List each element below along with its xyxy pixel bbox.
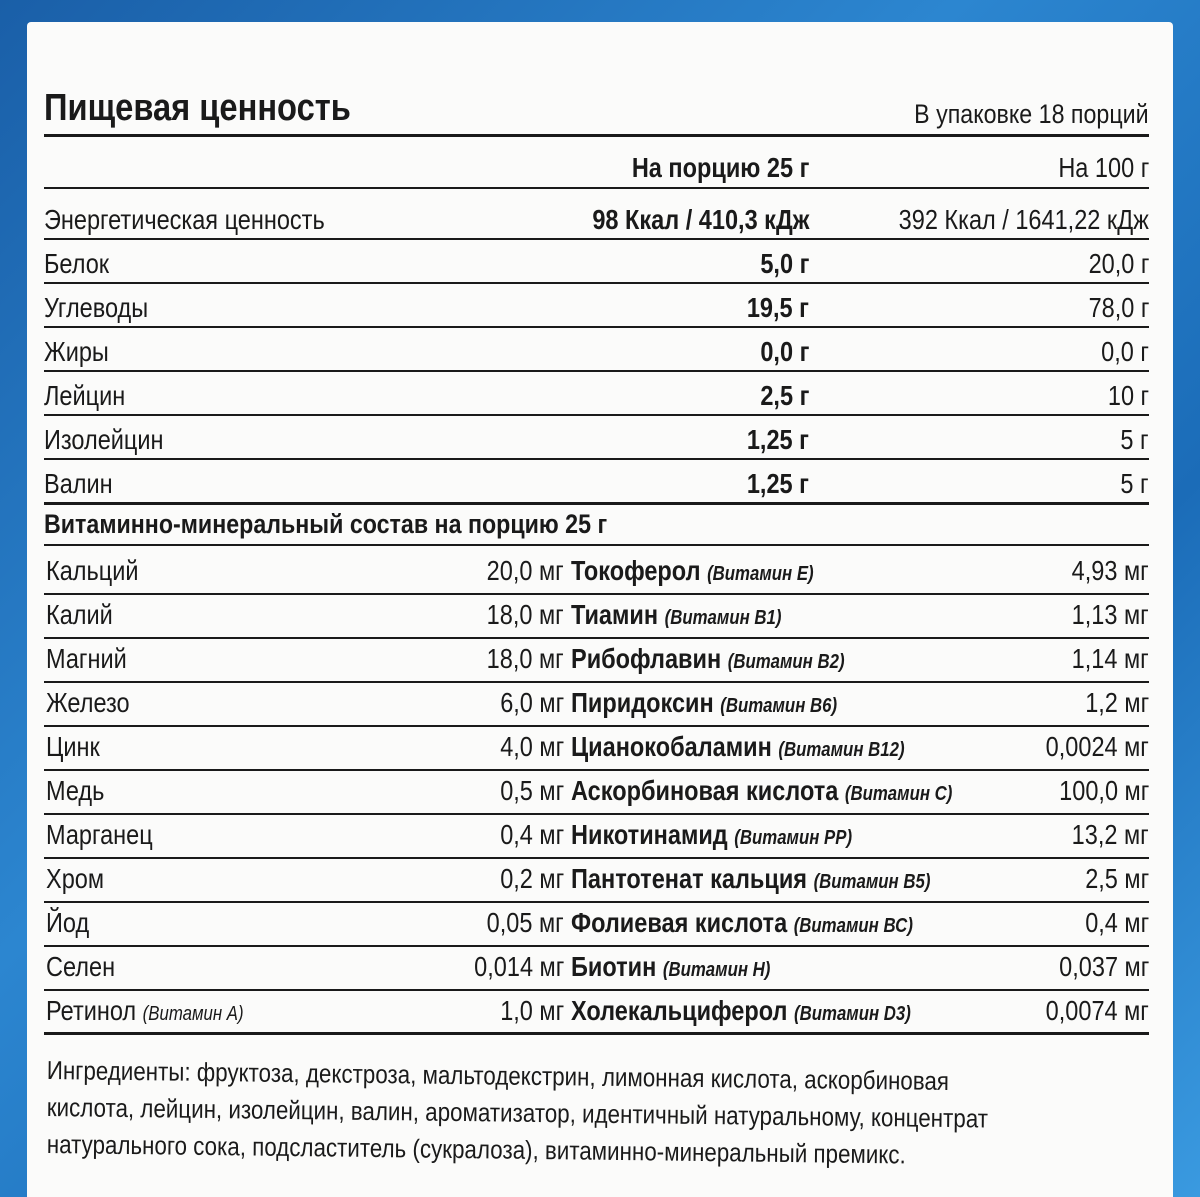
mineral-name: Ретинол (Витамин А) xyxy=(46,995,244,1026)
nutrient-per-serving: 2,5 г xyxy=(759,380,809,411)
mineral-name: Магний xyxy=(46,643,127,674)
mineral-value: 1,0 мг xyxy=(500,995,564,1026)
vitamin-name: Тиамин (Витамин В1) xyxy=(571,599,782,630)
nutrition-label xyxy=(27,22,1173,1197)
nutrient-per-100: 392 Ккал / 1641,22 кДж xyxy=(898,204,1149,235)
nutrient-row xyxy=(44,236,1149,280)
vitamin-row xyxy=(44,768,1149,811)
nutrient-name: Лейцин xyxy=(44,380,126,411)
vitamin-note: (Витамин В12) xyxy=(778,739,905,761)
vitamin-note: (Витамин ВС) xyxy=(793,915,913,937)
mineral-value: 20,0 мг xyxy=(486,555,564,586)
vitamin-value: 0,037 мг xyxy=(1058,951,1149,982)
vitamin-name: Аскорбиновая кислота (Витамин С) xyxy=(571,775,953,806)
mineral-value: 6,0 мг xyxy=(500,687,564,718)
nutrient-row xyxy=(44,280,1149,324)
vitamin-value: 0,0024 мг xyxy=(1045,731,1149,762)
column-per-serving: На порцию 25 г xyxy=(631,152,809,183)
nutrient-per-serving: 5,0 г xyxy=(759,248,809,279)
mineral-value: 0,05 мг xyxy=(486,907,564,938)
vitamin-name: Пиридоксин (Витамин В6) xyxy=(571,687,838,718)
mineral-value: 18,0 мг xyxy=(486,643,564,674)
vitamin-value: 2,5 мг xyxy=(1085,863,1149,894)
vitamin-note: (Витамин Н) xyxy=(662,959,771,981)
mineral-name: Марганец xyxy=(46,819,153,850)
vitamin-note: (Витамин В5) xyxy=(813,871,931,893)
mineral-name: Медь xyxy=(46,775,105,806)
label-title: Пищевая ценность xyxy=(44,87,351,129)
nutrient-name: Изолейцин xyxy=(44,424,164,455)
nutrient-per-100: 20,0 г xyxy=(1088,248,1149,279)
vitamin-value: 1,14 мг xyxy=(1071,643,1149,674)
vitamin-name: Биотин (Витамин Н) xyxy=(571,951,771,982)
nutrient-per-serving: 1,25 г xyxy=(746,424,809,455)
vitamin-row xyxy=(44,724,1149,767)
nutrient-name: Энергетическая ценность xyxy=(44,204,325,235)
vitamin-name: Фолиевая кислота (Витамин ВС) xyxy=(571,907,913,938)
vitamin-note: (Витамин D3) xyxy=(794,1003,911,1025)
column-per-100: На 100 г xyxy=(1058,152,1149,183)
ingredients-line: Ингредиенты: фруктоза, декстроза, мальтодекстрин, лимонная кислота, аскорбиновая xyxy=(46,1054,950,1096)
ingredients-text xyxy=(46,1052,1143,1170)
nutrient-row xyxy=(44,412,1149,456)
header-divider xyxy=(44,134,1149,137)
nutrient-per-serving: 98 Ккал / 410,3 кДж xyxy=(591,204,809,235)
nutrient-per-serving: 1,25 г xyxy=(746,468,809,499)
mineral-name: Кальций xyxy=(46,555,139,586)
nutrient-per-serving: 0,0 г xyxy=(759,336,809,367)
mineral-value: 0,4 мг xyxy=(500,819,564,850)
nutrient-name: Валин xyxy=(44,468,113,499)
nutrient-per-100: 10 г xyxy=(1107,380,1149,411)
vitamin-name: Цианокобаламин (Витамин В12) xyxy=(571,731,905,762)
table-bottom-divider xyxy=(44,1032,1149,1035)
mineral-value: 0,014 мг xyxy=(473,951,564,982)
nutrient-per-100: 5 г xyxy=(1120,468,1149,499)
vitamin-row xyxy=(44,812,1149,855)
mineral-value: 4,0 мг xyxy=(500,731,564,762)
nutrient-name: Жиры xyxy=(44,336,109,367)
vitamin-note: (Витамин В2) xyxy=(727,651,845,673)
vitamin-row xyxy=(44,900,1149,943)
vitamin-name: Рибофлавин (Витамин В2) xyxy=(571,643,845,674)
nutrient-name: Белок xyxy=(44,248,110,279)
nutrient-row xyxy=(44,456,1149,500)
vitamin-note: (Витамин С) xyxy=(844,783,953,805)
nutrient-name: Углеводы xyxy=(44,292,149,323)
nutrient-per-serving: 19,5 г xyxy=(746,292,809,323)
nutrient-per-100: 0,0 г xyxy=(1101,336,1149,367)
vitamin-row xyxy=(44,592,1149,635)
column-header-row xyxy=(44,140,1149,184)
nutrient-per-100: 5 г xyxy=(1120,424,1149,455)
mineral-name: Калий xyxy=(46,599,113,630)
vitamin-value: 100,0 мг xyxy=(1058,775,1149,806)
mineral-value: 0,2 мг xyxy=(500,863,564,894)
vitamin-row xyxy=(44,680,1149,723)
vitamin-row xyxy=(44,636,1149,679)
vitamin-name: Токоферол (Витамин Е) xyxy=(571,555,814,586)
vitamin-value: 4,93 мг xyxy=(1071,555,1149,586)
nutrient-row xyxy=(44,192,1149,236)
row-divider xyxy=(44,544,1149,546)
nutrient-per-100: 78,0 г xyxy=(1088,292,1149,323)
mineral-value: 18,0 мг xyxy=(486,599,564,630)
ingredients-line: кислота, лейцин, изолейцин, валин, ароматизатор, идентичный натуральному, концентрат xyxy=(46,1091,989,1134)
mineral-note: (Витамин А) xyxy=(142,1003,244,1025)
mineral-name: Железо xyxy=(46,687,130,718)
vitamin-value: 1,13 мг xyxy=(1071,599,1149,630)
vitamin-value: 0,0074 мг xyxy=(1045,995,1149,1026)
vitamin-value: 0,4 мг xyxy=(1085,907,1149,938)
vitamin-row xyxy=(44,988,1149,1031)
vitamin-row xyxy=(44,548,1149,591)
mineral-name: Цинк xyxy=(46,731,100,762)
vitamin-name: Никотинамид (Витамин РР) xyxy=(571,819,853,850)
vitamin-note: (Витамин РР) xyxy=(734,827,853,849)
row-divider xyxy=(44,187,1149,189)
vitamin-name: Пантотенат кальция (Витамин В5) xyxy=(571,863,931,894)
vitamin-note: (Витамин В1) xyxy=(664,607,782,629)
vitamin-section-title: Витаминно-минеральный состав на порцию 25 г xyxy=(44,509,608,539)
vitamin-note: (Витамин Е) xyxy=(707,563,814,585)
mineral-name: Хром xyxy=(46,863,105,894)
nutrient-row xyxy=(44,324,1149,368)
vitamin-row xyxy=(44,856,1149,899)
mineral-value: 0,5 мг xyxy=(500,775,564,806)
vitamin-value: 1,2 мг xyxy=(1085,687,1149,718)
servings-count: В упаковке 18 порций xyxy=(914,99,1149,129)
vitamin-note: (Витамин В6) xyxy=(720,695,838,717)
nutrient-row xyxy=(44,368,1149,412)
vitamin-row xyxy=(44,944,1149,987)
mineral-name: Селен xyxy=(46,951,116,982)
ingredients-line: натурального сока, подсластитель (сукралоза), витаминно-минеральный премикс. xyxy=(46,1128,906,1170)
vitamin-name: Холекальциферол (Витамин D3) xyxy=(571,995,911,1026)
label-header xyxy=(44,62,1149,130)
vitamin-value: 13,2 мг xyxy=(1071,819,1149,850)
mineral-name: Йод xyxy=(46,907,90,938)
